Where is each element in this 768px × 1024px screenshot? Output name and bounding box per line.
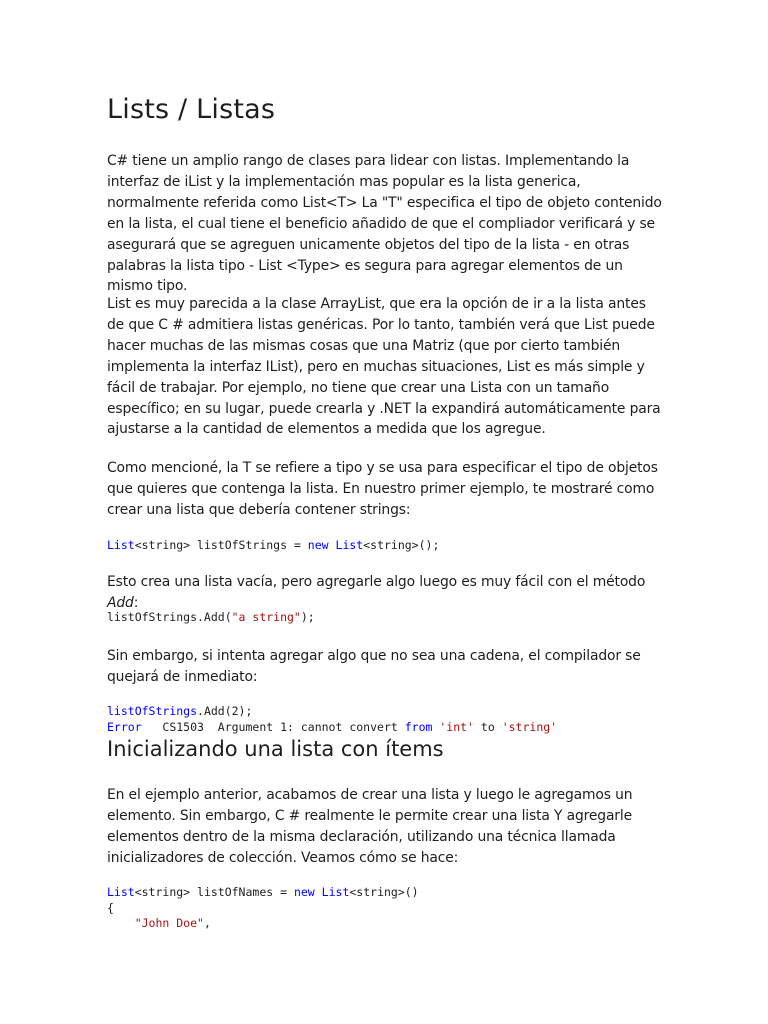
code-token: List [321,885,350,899]
code-token: { [107,900,114,915]
code-token: .Add(2); [197,704,253,718]
code-token: Error [107,719,142,734]
code-token: List [107,538,135,552]
code-token: List [335,538,364,552]
code-token: <string>() [349,885,419,899]
code-token: "John Doe" [134,916,204,930]
add-method-paragraph [107,572,663,614]
section-heading: Inicializando una lista con ítems [107,737,444,761]
code-token: listOfStrings [107,704,198,718]
code-token [107,916,135,930]
code-add-string [107,610,315,626]
code-token [329,538,336,552]
add-text: Esto crea una lista vacía, pero agregarle algo luego es muy fácil con el método [107,574,646,590]
code-token: "a string" [231,610,301,624]
code-token [315,885,322,899]
code-token: 'int' [439,719,474,734]
page-title: Lists / Listas [107,94,276,125]
code-token: <string> listOfStrings = [134,538,308,552]
code-token: CS1503 Argument 1: cannot convert [141,719,405,734]
add-method-name: Add [107,594,134,611]
code-token: listOfStrings.Add( [107,610,232,624]
code-token: new [307,538,329,552]
code-compile-error [107,704,557,735]
add-text-end: : [133,594,139,611]
code-token: , [203,916,211,930]
code-token: from [404,719,433,734]
compiler-paragraph: Sin embargo, si intenta agregar algo que no sea una cadena, el compilador se quejará de inmediato: [107,648,641,685]
code-token: new [293,885,315,899]
code-token: <string>(); [363,538,440,552]
code-token: to [474,719,502,734]
code-token: List [107,885,135,899]
code-token: ); [300,610,315,624]
intro-paragraph: C# tiene un amplio rango de clases para lidear con listas. Implementando la interfaz de iList y la implementación mas popular es la lista generica, normalmente referida como List<T> La "T" especifica el tipo de objeto contenido en la lista, el cual tiene el beneficio añadido de que el compliador verificará y se asegurará que se agreguen unicamente objetos del tipo de la lista - en otras palabras la lista tipo - List <Type> es segura para agregar elementos de un mismo tipo. [107,153,662,295]
initializer-paragraph: En el ejemplo anterior, acabamos de crear una lista y luego le agregamos un elemento. Sin embargo, C # realmente le permite crear una lista Y agregarle elementos dentro de la misma declaración, utilizando una técnica llamada inicializadores de colección. Veamos cómo se hace: [107,787,633,866]
code-create-list [107,538,439,554]
code-token: 'string' [501,719,558,734]
arraylist-paragraph: List es muy parecida a la clase ArrayList, que era la opción de ir a la lista antes de que C # admitiera listas genéricas. Por lo tanto, también verá que List puede hacer muchas de las mismas cosas que una Matriz (que por cierto también implementa la interfaz IList), pero en muchas situaciones, List es más simple y fácil de trabajar. Por ejemplo, no tiene que crear una Lista con un tamaño específico; en su lugar, puede crearla y .NET la expandirá automáticamente para ajustarse a la cantidad de elementos a medida que los agregue. [107,296,661,438]
code-initializer [107,885,419,932]
type-paragraph: Como mencioné, la T se refiere a tipo y se usa para especificar el tipo de objetos que quieres que contenga la lista. En nuestro primer ejemplo, te mostraré como crear una lista que debería contener strings: [107,460,658,518]
code-token: <string> listOfNames = [134,885,294,899]
